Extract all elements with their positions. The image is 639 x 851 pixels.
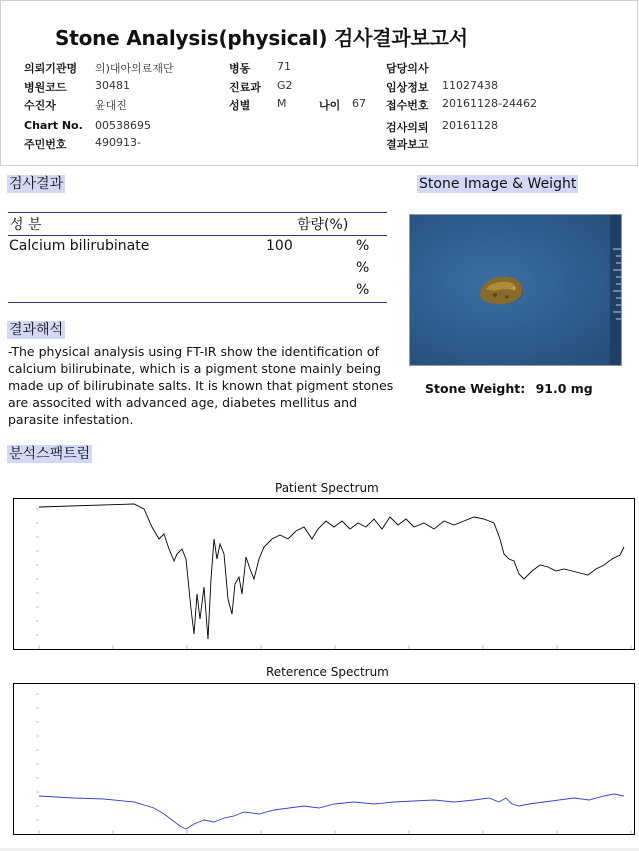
result-row-unit: %: [356, 260, 370, 276]
value-clinical-info: 11027438: [442, 79, 498, 92]
label-clinical-info: 임상정보: [386, 81, 429, 94]
value-chart-no: 00538695: [95, 119, 151, 132]
patient-spectrum-trace: [39, 504, 624, 639]
stone-photo: [409, 214, 622, 366]
label-department: 진료과: [229, 81, 261, 94]
label-requesting-institution: 의뢰기관명: [24, 62, 78, 75]
stone-weight-value: 91.0 mg: [535, 381, 593, 396]
value-resident-no: 490913-: [95, 136, 141, 149]
reference-spectrum-plot: [13, 683, 635, 835]
spectrum-axis-ticks: [36, 694, 631, 834]
patient-spectrum-plot: [13, 498, 635, 650]
label-result-report: 결과보고: [386, 138, 429, 151]
value-age: 67: [352, 97, 366, 110]
label-patient: 수진자: [24, 99, 56, 112]
reference-spectrum-trace: [39, 794, 624, 829]
report-title: Stone Analysis(physical) 검사결과보고서: [55, 26, 468, 50]
value-receipt-no: 20161128-24462: [442, 97, 537, 110]
value-sex: M: [277, 97, 287, 110]
patient-spectrum-svg: [14, 499, 634, 649]
result-col-content: 함량(%): [297, 217, 349, 233]
value-hospital-code: 30481: [95, 79, 130, 92]
label-hospital-code: 병원코드: [24, 81, 67, 94]
label-age: 나이: [319, 99, 341, 112]
section-title-stone: Stone Image & Weight: [419, 176, 577, 192]
spectrum-axis-ticks: [36, 509, 631, 649]
label-ward: 병동: [229, 62, 251, 75]
stone-weight: [425, 381, 593, 396]
label-doctor: 담당의사: [386, 62, 429, 75]
label-resident-no: 주민번호: [24, 138, 67, 151]
label-sex: 성별: [229, 99, 251, 112]
section-title-spectrum: 분석스팩트럼: [9, 446, 91, 462]
label-test-request: 검사의뢰: [386, 121, 429, 134]
value-department: G2: [277, 79, 293, 92]
patient-spectrum-title: Patient Spectrum: [275, 481, 379, 495]
result-table-top-rule: [8, 212, 387, 213]
result-table-header-rule: [8, 235, 387, 236]
reference-spectrum-svg: [14, 684, 634, 834]
stone-weight-label: Stone Weight:: [425, 381, 526, 396]
result-row-unit: %: [356, 282, 370, 298]
value-requesting-institution: 의)대아의료재단: [95, 62, 174, 75]
label-receipt-no: 접수번호: [386, 99, 429, 112]
value-ward: 71: [277, 60, 291, 73]
value-patient: 윤대진: [95, 99, 127, 112]
result-col-component: 성 분: [10, 217, 42, 233]
result-row-unit: %: [356, 238, 370, 254]
result-row-component: Calcium bilirubinate: [9, 238, 150, 254]
result-row-value: 100: [266, 238, 293, 254]
section-title-interpretation: 결과해석: [9, 322, 64, 338]
reference-spectrum-title: Reterence Spectrum: [266, 665, 389, 679]
section-title-result: 검사결과: [9, 176, 64, 192]
stone-photo-drawing: [410, 215, 621, 365]
result-table-bottom-rule: [8, 302, 387, 303]
value-test-request: 20161128: [442, 119, 498, 132]
label-chart-no: Chart No.: [24, 119, 83, 132]
interpretation-text: -The physical analysis using FT-IR show the identification of calcium bilirubinate, which is a pigment stone mainly being made up of bilirubinate salts. It is known that pigment stones are associted with advanced age, diabetes mellitus and parasite infestation.: [8, 344, 394, 427]
